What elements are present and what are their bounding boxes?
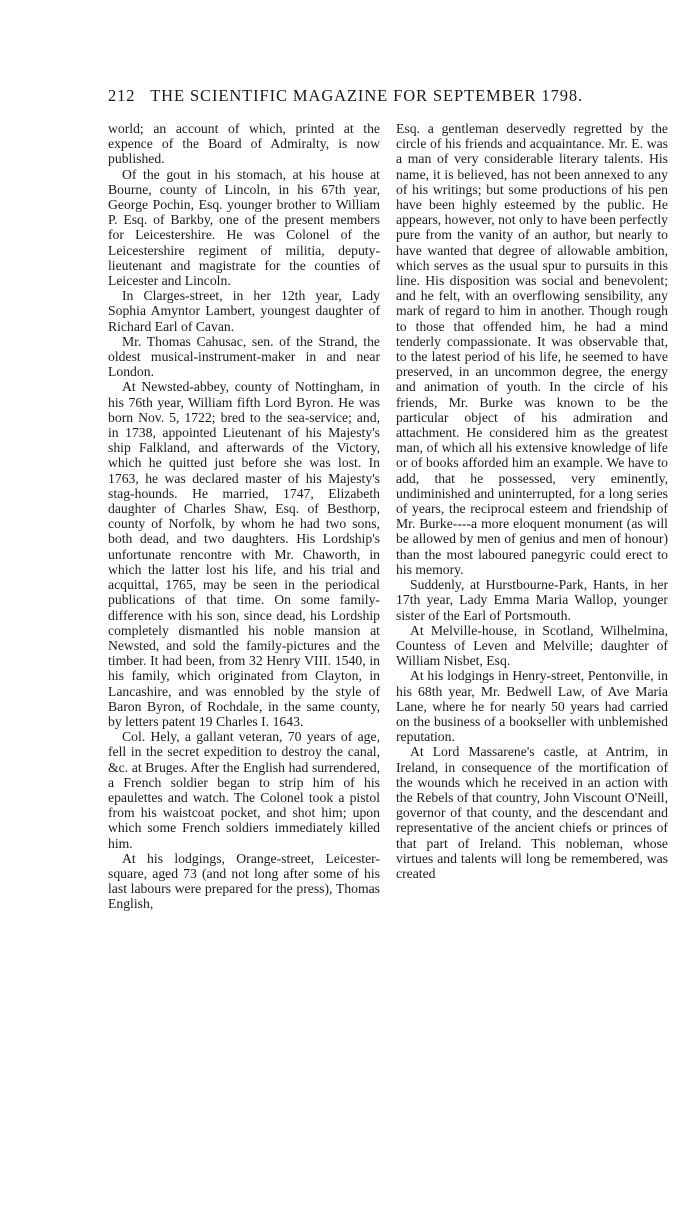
obituary-paragraph: At his lodgings in Henry-street, Pentonville, in his 68th year, Mr. Bedwell Law, of Ave Maria Lane, where he for nearly 50 years had carried on the business of a bookseller with unblemished reputation. <box>396 668 668 745</box>
right-column <box>396 121 668 881</box>
page-number: 212 <box>108 86 136 105</box>
running-title: THE SCIENTIFIC MAGAZINE FOR SEPTEMBER 1798. <box>150 86 584 105</box>
obituary-paragraph: At Newsted-abbey, county of Nottingham, in his 76th year, William fifth Lord Byron. He was born Nov. 5, 1722; bred to the sea-service; and, in 1738, appointed Lieutenant of his Majesty's ship Falkland, and afterwards of the Victory, which he quitted just before she was lost. In 1763, he was declared master of his Majesty's stag-hounds. He married, 1747, Elizabeth daughter of Charles Shaw, Esq. of Besthorp, county of Norfolk, by whom he had two sons, both dead, and two daughters. His Lordship's unfortunate rencontre with Mr. Chaworth, in which the latter lost his life, and his trial and acquittal, 1765, may be seen in the periodical publications of that time. On some family-difference with his son, since dead, his Lordship completely dismantled his noble mansion at Newsted, and sold the family-pictures and the timber. It had been, from 32 Henry VIII. 1540, in his family, which originated from Clayton, in Lancashire, and was ennobled by the style of Baron Byron, of Rochdale, in the same county, by letters patent 19 Charles I. 1643. <box>108 379 380 729</box>
obituary-paragraph: Suddenly, at Hurstbourne-Park, Hants, in her 17th year, Lady Emma Maria Wallop, younger sister of the Earl of Portsmouth. <box>396 577 668 623</box>
obituary-paragraph: At his lodgings, Orange-street, Leicester-square, aged 73 (and not long after some of his last labours were prepared for the press), Thomas English, <box>108 850 380 912</box>
obituary-paragraph: Esq. a gentleman deservedly regretted by the circle of his friends and acquaintance. Mr. E. was a man of very considerable literary talents. His name, it is believed, has not been annexed to any of his writings; but some productions of his pen have been highly esteemed by the public. He appears, however, not only to have been perfectly pure from the vanity of an author, but nearly to have wanted that degree of allowable ambition, which serves as the usual spur to pursuits in this line. His disposition was social and benevolent; and he felt, with an overflowing sensibility, any mark of regard to him in another. Though rough to those that offended him, he had a mind tenderly compassionate. It was observable that, to the latest period of his life, he seemed to have preserved, in an uncommon degree, the energy and animation of youth. In the circle of his friends, Mr. Burke was known to be the particular object of his admiration and attachment. He considered him as the greatest man, of which all his extensive knowledge of life or of books afforded him an example. We have to add, that he possessed, very eminently, undiminished and uninterrupted, for a long series of years, the reciprocal esteem and friendship of Mr. Burke----a more eloquent monument (as will be allowed by men of genius and men of honour) than the most laboured panegyric could erect to his memory. <box>396 121 668 577</box>
obituary-paragraph: Of the gout in his stomach, at his house at Bourne, county of Lincoln, in his 67th year, George Pochin, Esq. younger brother to William P. Esq. of Barkby, one of the present members for Leicestershire. He was Colonel of the Leicestershire regiment of militia, deputy-lieutenant and magistrate for the counties of Leicester and Lincoln. <box>108 166 380 289</box>
obituary-paragraph: In Clarges-street, in her 12th year, Lady Sophia Amyntor Lambert, youngest daughter of Richard Earl of Cavan. <box>108 288 380 334</box>
running-header <box>108 86 668 106</box>
obituary-paragraph: At Lord Massarene's castle, at Antrim, in Ireland, in consequence of the mortification of the wounds which he received in an action with the Rebels of that country, John Viscount O'Neill, governor of that county, and the descendant and representative of the ancient chiefs or princes of that part of Ireland. This nobleman, whose virtues and talents will long be remembered, was created <box>396 744 668 881</box>
left-column <box>108 121 380 912</box>
obituary-paragraph: Mr. Thomas Cahusac, sen. of the Strand, the oldest musical-instrument-maker in and near London. <box>108 333 380 380</box>
obituary-paragraph: world; an account of which, printed at the expence of the Board of Admiralty, is now published. <box>108 121 380 167</box>
obituary-paragraph: At Melville-house, in Scotland, Wilhelmina, Countess of Leven and Melville; daughter of William Nisbet, Esq. <box>396 622 668 669</box>
obituary-paragraph: Col. Hely, a gallant veteran, 70 years of age, fell in the secret expedition to destroy the canal, &c. at Bruges. After the English had surrendered, a French soldier began to strip him of his epaulettes and watch. The Colonel took a pistol from his waistcoat pocket, and shot him; upon which some French soldiers immediately killed him. <box>108 729 380 851</box>
